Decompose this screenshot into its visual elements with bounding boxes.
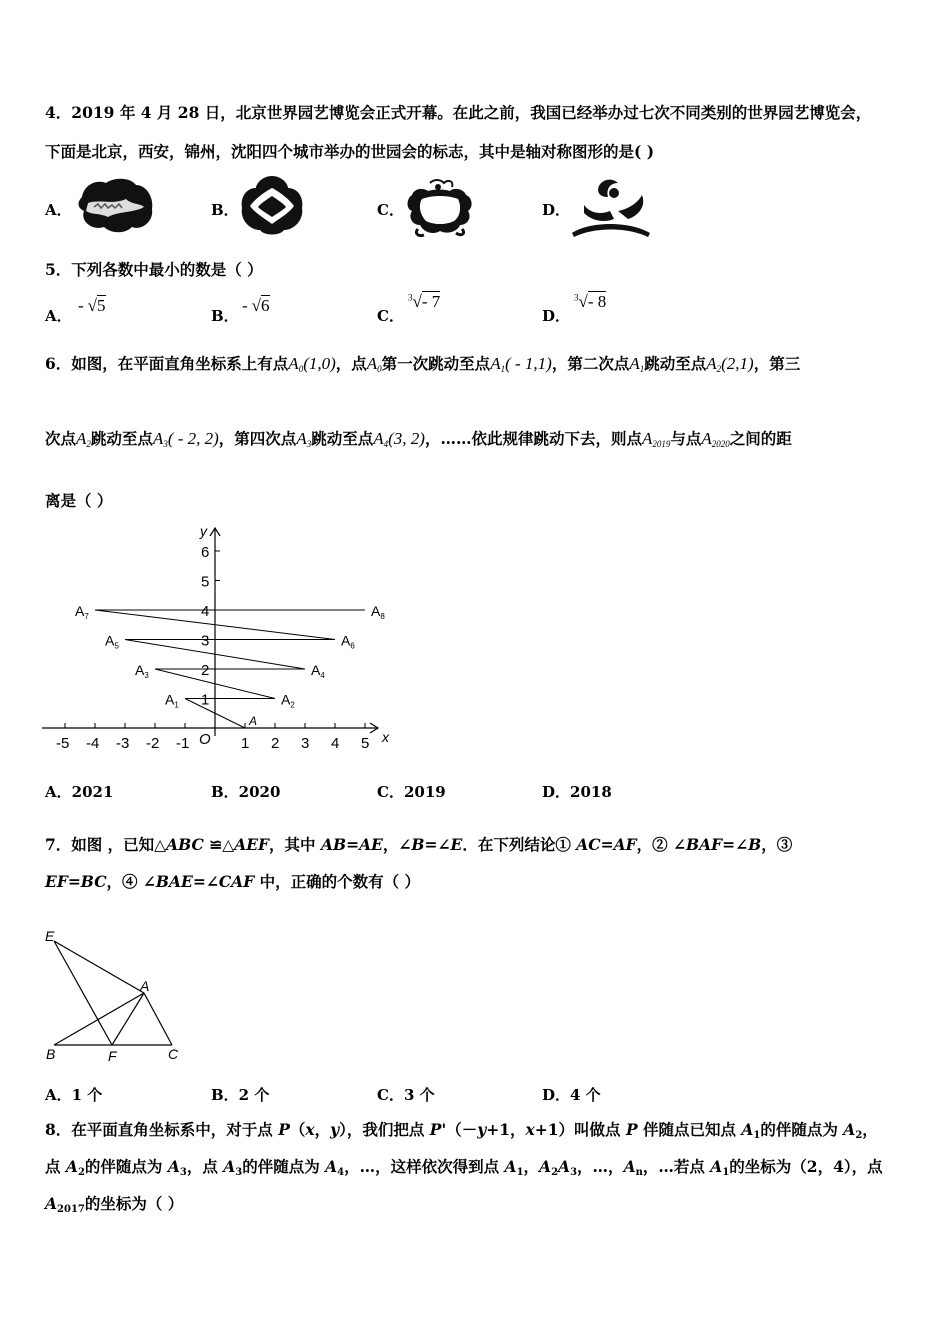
x-tick-label: 2 — [271, 735, 280, 752]
point-a0: $A_0$ — [366, 354, 382, 374]
q4-option-d: D． — [542, 201, 571, 219]
q4-option-c: C． — [377, 201, 404, 219]
q5-option-d-label: D． — [542, 307, 571, 325]
q7-option-d: D．4 个 — [542, 1086, 601, 1104]
y-tick-label: 5 — [201, 573, 210, 591]
y-axis-label: y — [200, 523, 207, 539]
q5-option-b-value: - √6 — [242, 296, 270, 315]
point-label-a4: $A_4$ — [311, 662, 325, 680]
q7-math: B=∠E — [411, 835, 463, 854]
xian-logo-icon — [238, 174, 306, 238]
q5-option-c-value: $^3$√- 7 — [408, 292, 441, 311]
q7-math: BAF=∠B — [686, 835, 762, 854]
q4-option-b: B． — [211, 201, 239, 219]
q5-option-d-index: 3 — [574, 292, 579, 303]
q5-option-a-label: A． — [45, 307, 72, 325]
vertex-e-label: E — [45, 928, 55, 944]
q7-text: ，∠ — [382, 835, 412, 854]
vertex-c-label: C — [168, 1046, 179, 1062]
q4-option-a: A． — [45, 201, 72, 219]
q8-line1: 8．在平面直角坐标系中，对于点 P（x，y），我们把点 P'（－y+1，x+1）叫做点 P 伴随点已知点 $A_1$的伴随点为 $A_2$， — [45, 1120, 878, 1141]
q6-text: 跳动至点 — [644, 354, 707, 373]
q6-text: 跳动至点 — [90, 429, 153, 448]
segment-ba — [54, 993, 144, 1045]
segment-ac — [144, 993, 172, 1045]
q7-math: AB=AE — [320, 835, 383, 854]
point-a2: $A_2$ — [76, 429, 91, 449]
q6-line2 — [45, 427, 792, 449]
q5-option-a-value: - √5 — [78, 296, 106, 315]
q6-line3: 离是（ ） — [45, 491, 113, 510]
q5-option-a-sign: - — [78, 296, 84, 315]
q6-text: 第一次跳动至点 — [381, 354, 491, 373]
q5-option-b-radicand: 6 — [261, 296, 270, 315]
point-a1: $A_1( - 1,1)$ — [490, 354, 552, 374]
x-tick-label: 5 — [361, 735, 370, 752]
point-label-a7: $A_7$ — [75, 603, 89, 621]
q7-text: 中，正确的个数有（ ） — [254, 872, 421, 891]
q6-text: ，第三 — [753, 354, 801, 373]
point-label-a8: $A_8$ — [371, 603, 385, 621]
point-label-a3: $A_3$ — [135, 662, 149, 680]
q7-math: ABC — [166, 835, 204, 854]
point-a1: $A_1$ — [629, 354, 645, 374]
q6-text: ，第二次点 — [551, 354, 630, 373]
point-a3: $A_3$ — [296, 429, 312, 449]
jinzhou-logo-icon — [404, 177, 476, 239]
q6-text: 跳动至点 — [311, 429, 374, 448]
x-axis-label: x — [382, 729, 389, 745]
x-tick-label: 3 — [301, 735, 310, 752]
q6-option-b: B．2020 — [211, 783, 281, 801]
q7-math: BAE=∠CAF — [155, 872, 255, 891]
vertex-f-label: F — [108, 1048, 117, 1064]
q5-option-c-index: 3 — [408, 292, 413, 303]
q4-line1: 4．2019 年 4 月 28 日，北京世界园艺博览会正式开幕。在此之前，我国已经举办过七次不同类别的世界园艺博览会， — [45, 103, 872, 122]
x-tick-label: -3 — [116, 735, 130, 752]
x-tick-label: -5 — [56, 735, 70, 752]
q5-stem: 5．下列各数中最小的数是（ ） — [45, 260, 263, 279]
x-tick-label: 1 — [241, 735, 250, 752]
q6-text: ，……依此规律跳动下去，则点 — [424, 429, 642, 448]
q7-math: EF=BC — [45, 872, 107, 891]
origin-label: O — [199, 731, 211, 748]
q4-line2: 下面是北京，西安，锦州，沈阳四个城市举办的世园会的标志，其中是轴对称图形的是( ) — [45, 142, 655, 161]
segment-ef — [54, 941, 112, 1045]
shenyang-logo-icon — [570, 175, 652, 239]
point-a4: $A_4(3$, 2) — [373, 429, 425, 449]
q6-coordinate-chart — [40, 520, 400, 760]
q7-math: AEF — [234, 835, 270, 854]
q6-text: ，第四次点 — [218, 429, 297, 448]
q7-option-c: C．3 个 — [377, 1086, 435, 1104]
q6-line1 — [45, 352, 800, 374]
q7-option-b: B．2 个 — [211, 1086, 270, 1104]
x-tick-label: -2 — [146, 735, 160, 752]
y-tick-label: 6 — [201, 544, 210, 561]
q8-line3: $A_{2017}$的坐标为（ ） — [45, 1194, 184, 1215]
q7-text: ，② ∠ — [636, 835, 686, 854]
segment-af — [112, 993, 144, 1045]
y-tick-label: 2 — [201, 662, 210, 679]
q6-option-a: A．2021 — [45, 783, 114, 801]
q7-text: ≌△ — [203, 835, 235, 854]
q7-text: ，其中 — [269, 835, 321, 854]
q6-option-c: C．2019 — [377, 783, 446, 801]
q5-option-c-radicand: - 7 — [421, 292, 441, 311]
q6-text: ，点 — [335, 354, 367, 373]
point-label-a0: A — [249, 714, 258, 728]
q7-option-a: A．1 个 — [45, 1086, 103, 1104]
q7-math: AC=AF — [576, 835, 637, 854]
vertex-a-label: A — [140, 978, 150, 994]
q6-text: 6．如图，在平面直角坐标系上有点 — [45, 354, 289, 373]
q7-triangle-figure — [40, 925, 190, 1065]
point-label-a6: $A_6$ — [341, 632, 355, 651]
q7-text: ，④ ∠ — [106, 872, 156, 891]
x-tick-label: -4 — [86, 735, 100, 752]
beijing-logo-icon — [74, 175, 156, 237]
q7-text: ，③ — [761, 835, 793, 854]
x-tick-label: 4 — [331, 735, 340, 752]
q7-text: 7．如图 ，已知△ — [45, 835, 167, 854]
point-a2019: $A_{2019}$ — [641, 429, 671, 449]
vertex-b-label: B — [46, 1046, 56, 1062]
q5-option-b-sign: - — [242, 296, 248, 315]
q5-option-a-radicand: 5 — [97, 296, 106, 315]
q5-option-d-radicand: - 8 — [587, 292, 607, 311]
q5-option-d-value: $^3$√- 8 — [574, 292, 607, 311]
q6-text: 次点 — [45, 429, 77, 448]
q7-line1 — [45, 833, 792, 855]
q5-option-b-label: B． — [211, 307, 239, 325]
q6-text: 之间的距 — [729, 429, 792, 448]
point-label-a1: $A_1$ — [165, 691, 179, 710]
q6-text: 与点 — [670, 429, 702, 448]
x-tick-label: -1 — [176, 735, 190, 752]
q6-option-d: D．2018 — [542, 783, 612, 801]
y-tick-label: 4 — [201, 603, 210, 620]
point-label-a2: $A_2$ — [281, 691, 295, 710]
q8-line2: 点 $A_2$的伴随点为 $A_3$，点 $A_3$的伴随点为 $A_4$，…，这样依次得到点 $A_1$，$A_2A_3$，…，$A_n$，…若点 $A_1$的坐标为（2，4），点 — [45, 1157, 883, 1178]
y-tick-label: 3 — [201, 632, 210, 650]
q5-option-c-label: C． — [377, 307, 404, 325]
q7-text: ．在下列结论① — [462, 835, 577, 854]
point-a2: $A_2(2,1)$ — [706, 354, 754, 374]
q7-line2 — [45, 870, 420, 892]
point-a0: $A_0(1,0)$ — [288, 354, 336, 374]
segment-ea — [54, 941, 144, 993]
point-label-a5: $A_5$ — [105, 632, 119, 651]
point-a2020: $A_{2020}$ — [701, 429, 730, 449]
y-tick-label: 1 — [201, 691, 210, 709]
point-a3: $A_3( - 2$, 2) — [152, 429, 219, 449]
